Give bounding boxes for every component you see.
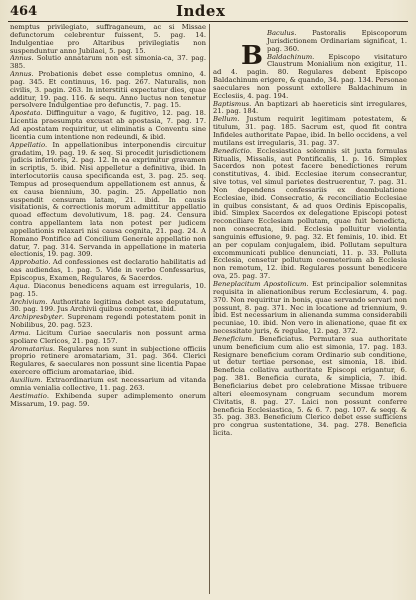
entry-text: . Solutio annatarum non est simonia-ca, 37. pag. 385. bbox=[10, 54, 206, 71]
entry-text: . Extraordinarium est necessarium ad vitanda omnia venialia collective, 11. pag. 263. bbox=[10, 375, 206, 392]
index-entry bbox=[213, 116, 407, 147]
index-entry bbox=[213, 336, 407, 438]
index-entry bbox=[10, 71, 206, 110]
entry-text: . Diffinguitur a vago, & fugitivo, 12. pag. 18. Licentia praesumpta excusat ab apostasia, 7. pag. 17. Ad apostatam requiritur, ut eliminatis a Conventu sine licentia cum intentione non redeundi, & ibid. bbox=[10, 109, 206, 141]
entry-headword: Baculus bbox=[266, 29, 295, 37]
index-entry bbox=[10, 299, 206, 315]
entry-text: . In appellationibus interponendis circuitur gradatim, 19. pag. 19. & seq. Si procedit jurisdictionem judicis inferioris, 2. pag. 12. In ea exprimitur gravamen in scriptis, 5. ibid. Nisi appelletur a definitiva, ibid. In interlocutoriis causa specificanda est, 3. pag. 25. seq. Tempus ad prosequendum appellationem est annus, & ex causa biennium, 30. pagin. 25. Appellatio non suspendit censuram latam, 21. ibid. In causis visitationis, & correctionis morum admittitur appellatio quoad effectum devolutivum, 18. pag. 24. Censura contra appellantem lata non potest per judicem appellationis relaxari nisi causa cognita, 21. pag. 24. A Romano Pontifice ad Concilium Generale appellatio non datur, 7. pag. 314. Servanda in appellatione in materia electionis, 19. pag. 309. bbox=[10, 140, 206, 259]
entry-headword: Baldachinum bbox=[266, 52, 313, 61]
right-entry-list bbox=[213, 30, 407, 438]
right-column bbox=[213, 24, 407, 596]
entry-text: . Exhibenda super adimplemento onerum Missarum, 19. pag. 59. bbox=[10, 391, 206, 408]
entry-headword: Aqua bbox=[10, 281, 28, 290]
index-entry bbox=[10, 110, 206, 141]
entry-text: . Probationis debet esse completus omnino, 4. pag. 345. Et continuus, 16. pag. 267. Naturalis, non civilis, 3. pagin. 263. In interstitii expectatur dies, quae additur, 19. pag. 116. & sequ. Anno luctus non tenetur persolvere Indulgentiae pro defunctis, 7. pag. 15. bbox=[10, 70, 206, 110]
index-entry bbox=[10, 283, 206, 299]
continuation-text: nemptus privilegiato, suffraganeum, ac si Missae defunctorum celebrentur fuissent, 5. pag. 14. Indulgentiae pro Altaribus privilegiatis non suspenduntur anno Jubilaei, 5. pag. 15. bbox=[10, 24, 206, 55]
header-rule bbox=[8, 21, 408, 22]
entry-headword: Beneficium bbox=[213, 334, 252, 343]
index-entry bbox=[10, 330, 206, 346]
entry-text: . Episcopo visitaturo Claustrum Monialium non exigitur, 11. ad 4. pagin. 80. Regulares debent Episcopo Baldachinum erigere, & quando, 34. pag. 134. Personae saeculares non possunt extollere Baldachinum in Ecclesiis, 4. pag. 194. bbox=[213, 52, 407, 100]
page-header bbox=[0, 2, 416, 22]
entry-headword: Appellatio bbox=[10, 140, 46, 149]
column-divider bbox=[209, 24, 210, 594]
running-title: Index bbox=[176, 2, 226, 20]
section-letter: B bbox=[241, 41, 263, 71]
entry-headword: Baptismus bbox=[213, 99, 250, 108]
entry-headword: Auxilium bbox=[10, 375, 41, 384]
entry-text: . Regulares non sunt in subjectione officiis proprio retinere aromatariam, 31. pag. 364. Clerici Regulares, & saeculares non possunt sine licentia Papae exercere officium aromatariae, ibid. bbox=[10, 344, 206, 377]
index-entry bbox=[10, 259, 206, 283]
entry-text: . Beneficiatus. Permutare sua authoritate unum beneficium cum alio est simonia, 17. pag. 183. Resignare beneficium coram Ordinario sub conditione, ut detur tertiae personae, est simonia, 18. ibid. Beneficia collativa authoritate Episcopi erigantur, 6. pag. 381. Beneficia curata, & simplicia, 7. ibid. Beneficiarius debet pro celebratione Missae tribuere alteri eleemosynam congruam secundum morem Civitatis, 8. pag. 27. Laici non possunt conferre beneficia Ecclesiastica, 5. & 6. 7. pag. 107. & seqq. & 35. pag. 383. Beneficium Clerico debet esse sufficiens pro congrua sustentatione, 34. pag. 278. Beneficia licita. bbox=[213, 334, 407, 438]
entry-headword: Bellum bbox=[213, 115, 238, 124]
left-entry-list bbox=[10, 55, 206, 408]
entry-text: . Pastoralis Episcoporum Jurisdictionem Ordinariam significat, 1. pag. 360. bbox=[266, 29, 407, 53]
entry-headword: Beneplacitum Apostolicum bbox=[213, 280, 307, 288]
index-entry bbox=[213, 148, 407, 281]
entry-headword: Approbatio bbox=[10, 258, 49, 267]
entry-text: . Ad confessiones est declaratio habilitatis ad eas audiendas, 1. pag. 5. Vide in verbo Confessarius, Episcopus, Examen, Regulares, & Sacerdos. bbox=[10, 258, 206, 282]
entry-headword: Annus bbox=[10, 70, 32, 79]
left-column bbox=[10, 24, 206, 596]
entry-headword: Archivium bbox=[10, 297, 46, 306]
entry-text: . Licitum Curiae saecularis non possunt arma spoliare Clericos, 21. pag. 157. bbox=[10, 328, 206, 345]
entry-text: . Est principalior solemnitas requisita in alienationibus rerum Ecclesiarum, 4. pag. 370. Non requiritur in bonis, quae servando servari non possunt, 8. pag. 371. Nec in locatione ad triennium, 9. ibid. Est necessarium in alienanda summa considerabili pecuniae, 10. ibid. Non vero in alienatione, quae fit ex necessitate juris, & regulae, 12. pag. 372. bbox=[213, 280, 407, 336]
entry-text: . Suprenam regendi potestatem ponit in Nobilibus, 20. pag. 523. bbox=[10, 313, 206, 330]
index-entry bbox=[10, 393, 206, 409]
index-entry bbox=[10, 55, 206, 71]
index-entry bbox=[10, 314, 206, 330]
index-entry bbox=[10, 377, 206, 393]
entry-headword: Annus bbox=[10, 54, 32, 63]
entry-headword: Archipresbyter bbox=[10, 313, 62, 322]
entry-headword: Aromatarius bbox=[10, 344, 53, 353]
entry-text: . Justum requirit legitimam potestatem, & titulum, 31. pag. 185. Sacrum est, quod fit contra Infideles authoritate Papae, ibid. In bello occidens, a vel mutilans est irregularis, 31. pag. 37. bbox=[213, 115, 407, 147]
entry-headword: Apostata bbox=[10, 109, 41, 118]
entry-text: . An baptizari ab haereticis sint irregulares, 21. pag. 184. bbox=[213, 99, 407, 116]
entry-text: . Diaconus benedicens aquam est irregularis, 10. pag. 15. bbox=[10, 281, 206, 298]
entry-text: . Authoritate legitima debet esse deputatum, 30. pag. 199. Jus Archivii quibus competat, ibid. bbox=[10, 297, 206, 314]
index-entry bbox=[213, 101, 407, 117]
entry-headword: Aestimatio bbox=[10, 391, 47, 400]
page-number: 464 bbox=[10, 4, 38, 19]
entry-headword: Benedictio bbox=[213, 146, 250, 155]
index-entry bbox=[10, 142, 206, 260]
index-entry bbox=[10, 346, 206, 377]
entry-text: . Ecclesiastica solemnis sit juxta formulas Ritualis, Missalis, aut Pontificalis, 1. p. 16. Simplex Sacerdos non potest facere benedictiones rerum constitutivas, 4. ibid. Ecclesiae iterum consecrantur, sive totus, vel simul parietes destruerentur, 7. pag. 31. Non dependens confessariis ex deambulatione Ecclesiae, ibid. Consecratio, & reconciliatio Ecclesiae in quibus consistant, & ad quos Ordinis Episcopalis, ibid. Simplex Sacerdos ex delegatione Episcopi potest reconciliare Ecclesiam pollutam, quae fuit benedicta, non consecrata, ibid. Ecclesia polluitur violentia sanguinis effusione, 9. pag. 32. Et feminis, 10. ibid. Et an per copulam conjugalem, ibid. Pollutam sepultura excommunicati publice denunciati, 11. p. 33. Polluta Ecclesia, censetur pollutum coemeterium ab Ecclesia non remotum, 12. ibid. Regulares possunt benedicere ova, 25. pag. 37. bbox=[213, 146, 407, 281]
entry-headword: Arma bbox=[10, 328, 29, 337]
index-entry bbox=[213, 281, 407, 336]
